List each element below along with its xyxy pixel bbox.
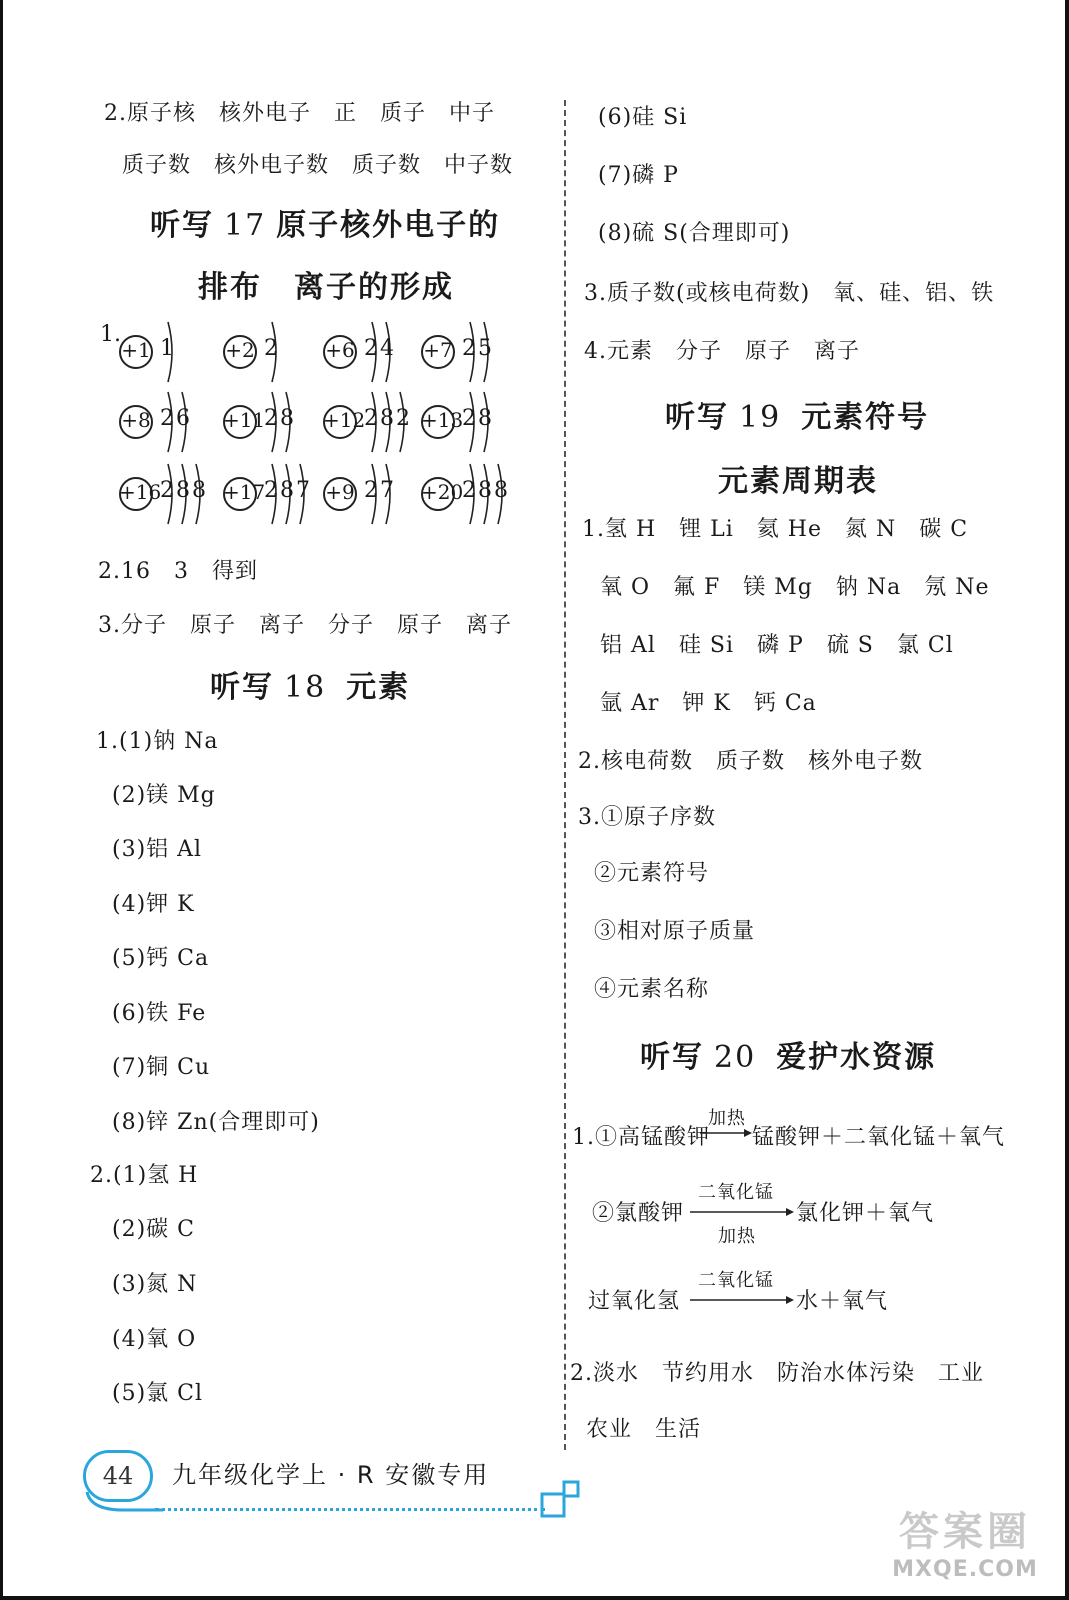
answer-line: 氩 Ar 钾 K 钙 Ca — [600, 691, 817, 716]
section-heading-19 — [665, 392, 929, 436]
heading-number: 18 — [284, 670, 327, 705]
answer-line: (3)氮 N — [112, 1272, 198, 1297]
answer-line: (8)硫 S(合理即可) — [598, 221, 791, 246]
answer-line: (5)氯 Cl — [112, 1381, 204, 1406]
answer-line: 2.16 3 得到 — [98, 559, 258, 584]
shell-electron-counts: 26 — [160, 406, 192, 431]
heading-prefix: 听写 — [150, 208, 214, 243]
answer-line: (4)氧 O — [112, 1327, 197, 1352]
atom-diagram — [222, 460, 332, 530]
answer-line: 3.①原子序数 — [578, 805, 716, 830]
footer-box-ornament — [540, 1480, 590, 1520]
heading-prefix: 听写 — [640, 1040, 704, 1075]
shell-electron-counts: 288 — [462, 478, 510, 503]
shell-electron-counts: 288 — [160, 478, 208, 503]
watermark — [880, 1500, 1050, 1582]
nucleus-charge: +13 — [421, 408, 464, 432]
answer-line: (7)磷 P — [598, 163, 679, 188]
answer-line: 农业 生活 — [586, 1417, 702, 1442]
footer-title: 九年级化学上 · R 安徽专用 — [172, 1461, 490, 1489]
question-label: 1. — [100, 322, 121, 347]
footer-dotted-line — [155, 1508, 545, 1511]
equation-right: 氯化钾＋氧气 — [796, 1201, 935, 1226]
section-heading-20 — [640, 1032, 936, 1076]
section-heading-17 — [150, 200, 500, 244]
answer-line: (7)铜 Cu — [112, 1055, 211, 1080]
answer-line: 质子数 核外电子数 质子数 中子数 — [122, 153, 514, 178]
nucleus-charge: +9 — [325, 480, 355, 504]
answer-line: (3)铝 Al — [112, 837, 203, 862]
section-heading-19-line2: 元素周期表 — [718, 464, 878, 499]
atom-diagram — [420, 318, 530, 388]
nucleus-charge: +11 — [223, 408, 266, 432]
watermark-url: MXQE.COM — [892, 1557, 1038, 1582]
answer-line: 2.原子核 核外电子 正 质子 中子 — [104, 101, 495, 126]
answer-line: ④元素名称 — [594, 977, 710, 1002]
shell-electron-counts: 282 — [364, 406, 412, 431]
equation-condition: 加热 — [708, 1108, 746, 1129]
answer-line: 1.(1)钠 Na — [96, 729, 219, 754]
equation-left: ②氯酸钾 — [592, 1201, 685, 1226]
atom-diagram — [322, 460, 432, 530]
section-heading-17-line2: 排布 离子的形成 — [198, 270, 454, 305]
nucleus-charge: +17 — [223, 480, 266, 504]
atom-diagram — [322, 318, 432, 388]
column-divider — [564, 100, 566, 1450]
answer-line: (2)镁 Mg — [112, 783, 216, 808]
atom-diagram — [118, 388, 228, 458]
nucleus-charge: +6 — [325, 338, 355, 362]
atom-diagram — [118, 460, 228, 530]
answer-line: 2.淡水 节约用水 防治水体污染 工业 — [570, 1361, 984, 1386]
answer-line: 2.(1)氢 H — [90, 1163, 199, 1188]
nucleus-charge: +12 — [323, 408, 366, 432]
equation-condition: 加热 — [718, 1226, 756, 1247]
nucleus-charge: +8 — [121, 408, 151, 432]
equation-condition: 二氧化锰 — [698, 1182, 774, 1203]
shell-electron-counts: 27 — [364, 478, 396, 503]
answer-line: (6)硅 Si — [598, 105, 688, 130]
atom-diagram — [420, 460, 530, 530]
shell-electron-counts: 25 — [462, 336, 494, 361]
watermark-logo-text: 答案圈 — [899, 1509, 1031, 1555]
shell-electron-counts: 28 — [462, 406, 494, 431]
atom-diagram — [222, 388, 332, 458]
atom-diagram — [222, 318, 332, 388]
answer-line: 4.元素 分子 原子 离子 — [584, 339, 860, 364]
answer-line: 2.核电荷数 质子数 核外电子数 — [578, 749, 923, 774]
nucleus-charge: +1 — [121, 338, 151, 362]
heading-number: 19 — [739, 400, 782, 435]
nucleus-charge: +20 — [421, 480, 464, 504]
answer-line: 3.质子数(或核电荷数) 氧、硅、铝、铁 — [584, 281, 995, 306]
answer-line: 铝 Al 硅 Si 磷 P 硫 S 氯 Cl — [600, 633, 954, 658]
heading-number: 17 — [224, 208, 267, 243]
answer-line: ③相对原子质量 — [594, 919, 756, 944]
section-heading-18 — [210, 662, 410, 706]
nucleus-charge: +7 — [423, 338, 453, 362]
answer-line: (5)钙 Ca — [112, 946, 210, 971]
atom-diagram — [420, 388, 530, 458]
equation-left: 1.①高锰酸钾 — [572, 1125, 710, 1150]
heading-title: 原子核外电子的 — [276, 208, 501, 243]
equation-left: 过氧化氢 — [588, 1289, 681, 1314]
shell-electron-counts: 287 — [264, 478, 312, 503]
equation-right: 锰酸钾＋二氧化锰＋氧气 — [752, 1125, 1006, 1150]
heading-number: 20 — [714, 1040, 757, 1075]
page-number: 44 — [83, 1450, 153, 1502]
atom-diagram — [118, 318, 228, 388]
answer-line: (2)碳 C — [112, 1217, 195, 1242]
shell-electron-counts: 2 — [264, 336, 280, 361]
reaction-arrow — [700, 1128, 752, 1138]
nucleus-charge: +2 — [225, 338, 255, 362]
reaction-arrow — [690, 1295, 794, 1305]
shell-electron-counts: 28 — [264, 406, 296, 431]
shell-electron-counts: 1 — [160, 336, 176, 361]
answer-line: (6)铁 Fe — [112, 1001, 207, 1026]
answer-line: (4)钾 K — [112, 892, 195, 917]
equation-condition: 二氧化锰 — [698, 1270, 774, 1291]
heading-title: 元素 — [346, 670, 411, 705]
heading-title: 元素符号 — [801, 400, 930, 435]
equation-right: 水＋氧气 — [796, 1289, 889, 1314]
answer-line: (8)锌 Zn(合理即可) — [112, 1110, 320, 1135]
answer-line: 氧 O 氟 F 镁 Mg 钠 Na 氖 Ne — [600, 575, 990, 600]
heading-title: 爱护水资源 — [776, 1040, 937, 1075]
answer-line: 1.氢 H 锂 Li 氦 He 氮 N 碳 C — [582, 517, 969, 542]
heading-prefix: 听写 — [665, 400, 729, 435]
shell-electron-counts: 24 — [364, 336, 396, 361]
heading-prefix: 听写 — [210, 670, 274, 705]
nucleus-charge: +16 — [119, 480, 162, 504]
reaction-arrow — [690, 1207, 794, 1217]
answer-line: ②元素符号 — [594, 861, 710, 886]
answer-line: 3.分子 原子 离子 分子 原子 离子 — [98, 613, 512, 638]
atom-diagram — [322, 388, 432, 458]
